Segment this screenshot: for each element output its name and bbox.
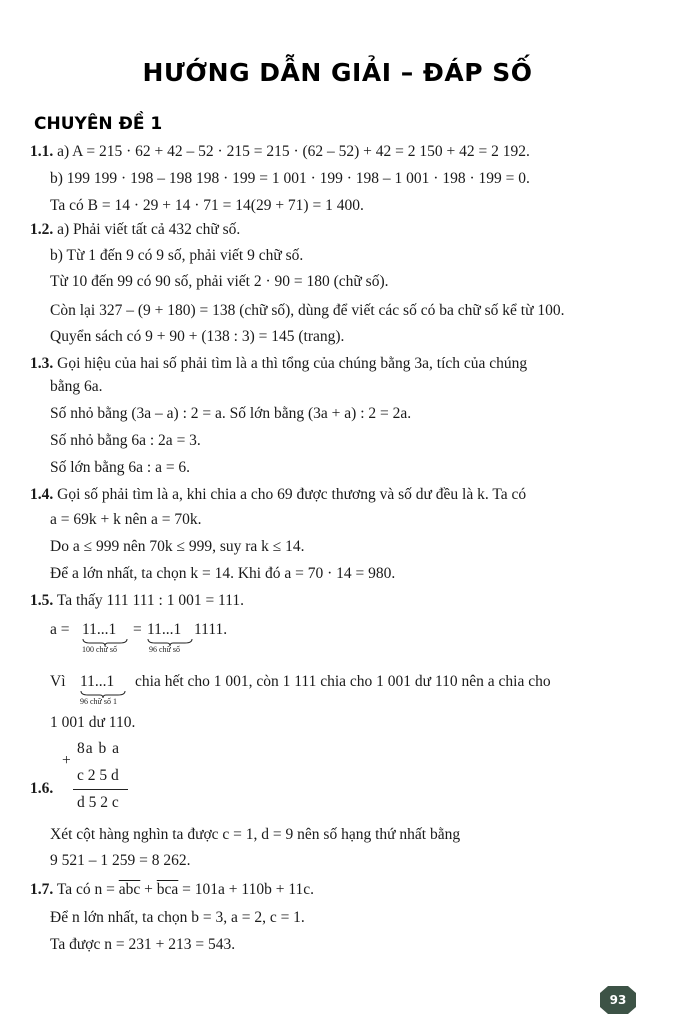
- line-text: a) A = 215 · 62 + 42 – 52 · 215 = 215 · (62 – 52) + 42 = 2 150 + 42 = 2 192.: [57, 143, 530, 160]
- problem-1-2-line-d: Còn lại 327 – (9 + 180) = 138 (chữ số), dùng để viết các số có ba chữ số kể từ 100.: [50, 302, 565, 319]
- problem-number: 1.5.: [30, 592, 54, 609]
- problem-1-7-line-a: [30, 880, 314, 900]
- line-text: +: [144, 881, 153, 898]
- problem-1-3-line-a: [30, 354, 527, 374]
- vi-word: Vì: [50, 673, 66, 690]
- problem-1-3-line-d: Số lớn bằng 6a : a = 6.: [50, 459, 191, 476]
- problem-1-1-line-c: Ta có B = 14 · 29 + 14 · 71 = 14(29 + 71) = 1 400.: [50, 197, 364, 214]
- problem-1-7-line-c: Ta được n = 231 + 213 = 543.: [50, 936, 236, 953]
- brace-note: 96 chữ số: [149, 645, 180, 654]
- problem-1-4-line-d: Để a lớn nhất, ta chọn k = 14. Khi đó a = 70 · 14 = 980.: [50, 565, 396, 582]
- page-number-badge: [599, 985, 637, 1015]
- problem-number: 1.4.: [30, 486, 54, 503]
- sum-rule: [73, 789, 128, 790]
- problem-number: 1.3.: [30, 355, 54, 372]
- repunit-96-digits-1: [80, 672, 130, 708]
- problem-1-3-line-c: Số nhỏ bằng 6a : 2a = 3.: [50, 432, 201, 449]
- problem-1-1-line-a: [30, 142, 530, 162]
- line-text: Gọi hiệu của hai số phải tìm là a thì tổng của chúng bằng 3a, tích của chúng: [57, 355, 528, 372]
- problem-number: 1.7.: [30, 881, 54, 898]
- overlined-abc: $\overline{abc}$: [118, 881, 141, 898]
- repunit-96-digits: [147, 620, 197, 656]
- repunit-100-digits: [82, 620, 132, 656]
- problem-1-5-line-d: 1 001 dư 110.: [50, 714, 136, 731]
- problem-1-6-line-a: Xét cột hàng nghìn ta được c = 1, d = 9 nên số hạng thứ nhất bằng: [50, 826, 461, 843]
- repunit-text: 11...1: [80, 673, 115, 690]
- line-text: Ta thấy 111 111 : 1 001 = 111.: [56, 592, 245, 609]
- problem-1-4-line-c: Do a ≤ 999 nên 70k ≤ 999, suy ra k ≤ 14.: [50, 538, 305, 555]
- line-text: n =: [94, 881, 115, 898]
- problem-1-3-line-b: Số nhỏ bằng (3a – a) : 2 = a. Số lớn bằng (3a + a) : 2 = 2a.: [50, 405, 412, 422]
- problem-1-7-line-b: Để n lớn nhất, ta chọn b = 3, a = 2, c = 1.: [50, 909, 305, 926]
- plus-sign: +: [62, 752, 71, 769]
- equals-sign: =: [133, 621, 142, 638]
- problem-1-2-line-a: [30, 220, 240, 240]
- page-number: 93: [609, 993, 627, 1007]
- problem-1-5-line-a: [30, 591, 244, 611]
- addition-result: d 5 2 c: [77, 794, 119, 811]
- problem-number: 1.1.: [30, 143, 54, 160]
- brace-note: 96 chữ số 1: [80, 697, 117, 706]
- problem-1-1-line-b: b) 199 199 · 198 – 198 198 · 199 = 1 001 · 199 · 198 – 1 001 · 198 · 199 = 0.: [50, 170, 530, 187]
- problem-1-5-line-c: chia hết cho 1 001, còn 1 111 chia cho 1 001 dư 110 nên a chia cho: [135, 673, 551, 690]
- problem-1-4-line-a: [30, 485, 526, 505]
- problem-number: 1.6.: [30, 780, 54, 797]
- addition-row-1: 8a b a: [77, 740, 121, 757]
- repunit-text: 11...1: [82, 621, 117, 638]
- problem-1-2-line-c: Từ 10 đến 99 có 90 số, phải viết 2 · 90 = 180 (chữ số).: [50, 273, 389, 290]
- equation-tail: 1111.: [194, 621, 228, 638]
- problem-1-4-line-b: a = 69k + k nên a = 70k.: [50, 511, 202, 528]
- problem-1-3-line-a2: bằng 6a.: [50, 378, 103, 395]
- problem-1-2-line-e: Quyển sách có 9 + 90 + (138 : 3) = 145 (trang).: [50, 328, 345, 345]
- brace-note: 100 chữ số: [82, 645, 117, 654]
- equation-prefix: a =: [50, 621, 70, 638]
- problem-1-2-line-b: b) Từ 1 đến 9 có 9 số, phải viết 9 chữ số.: [50, 247, 304, 264]
- line-text: a) Phải viết tất cả 432 chữ số.: [57, 221, 241, 238]
- line-text: = 101a + 110b + 11c.: [182, 881, 315, 898]
- line-text: Gọi số phải tìm là a, khi chia a cho 69 được thương và số dư đều là k. Ta có: [57, 486, 527, 503]
- line-text: Ta có: [56, 881, 91, 898]
- problem-1-6-number: [30, 779, 53, 799]
- problem-number: 1.2.: [30, 221, 54, 238]
- problem-1-6-line-b: 9 521 – 1 259 = 8 262.: [50, 852, 191, 869]
- addition-row-2: c 2 5 d: [77, 767, 119, 784]
- overlined-bca: $\overline{bca}$: [156, 881, 179, 898]
- repunit-text: 11...1: [147, 621, 182, 638]
- page-title: HƯỚNG DẪN GIẢI – ĐÁP SỐ: [142, 58, 533, 87]
- section-title: CHUYÊN ĐỀ 1: [34, 114, 163, 134]
